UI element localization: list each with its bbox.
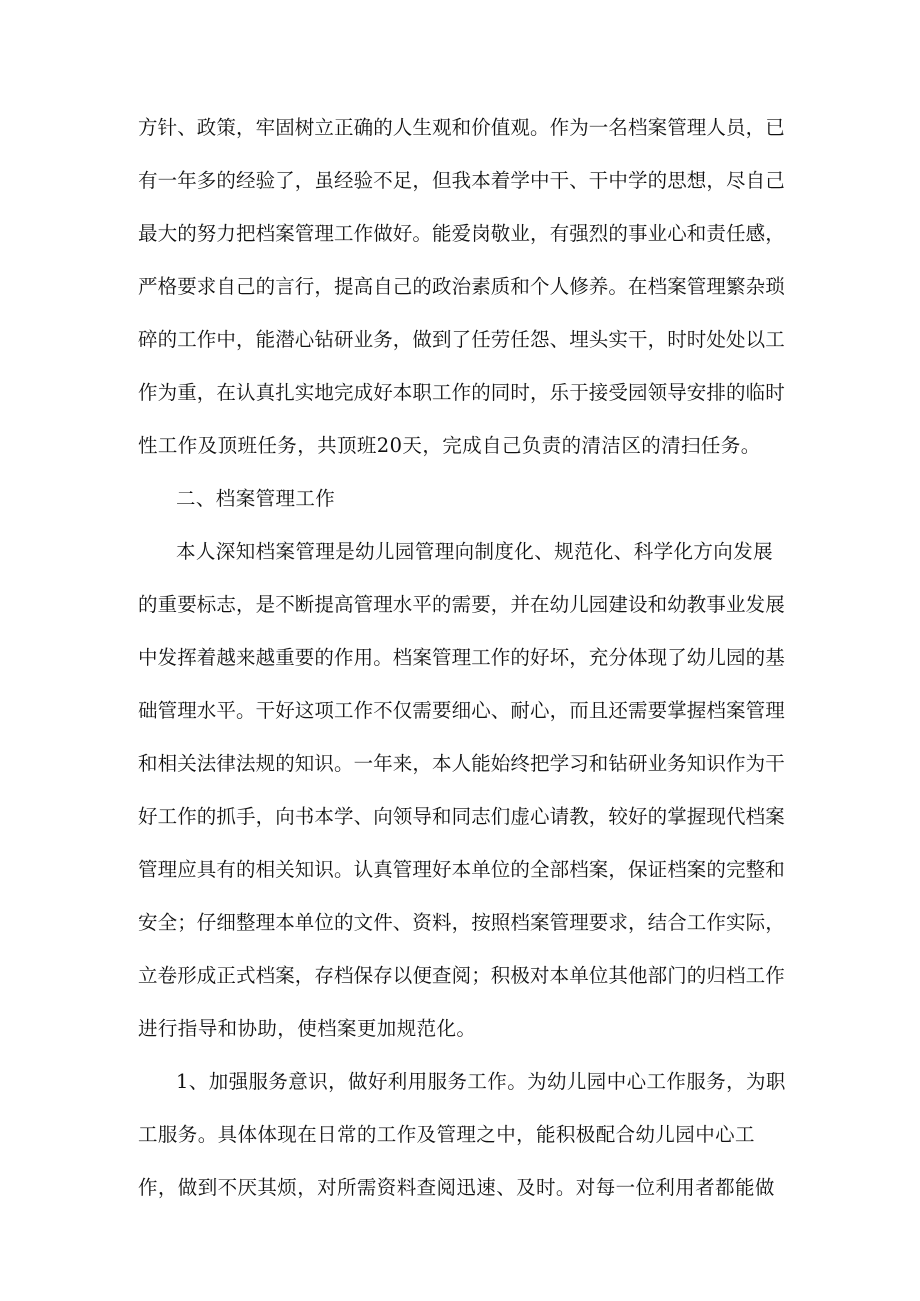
text-line: 作为重，在认真扎实地完成好本职工作的同时，乐于接受园领导安排的临时 (138, 381, 785, 404)
text-line: 本人深知档案管理是幼儿园管理向制度化、规范化、科学化方向发展 (176, 540, 774, 563)
text-line: 性工作及顶班任务，共顶班20天，完成自己负责的清洁区的清扫任务。 (138, 434, 761, 457)
text-line: 进行指导和协助，使档案更加规范化。 (138, 1017, 477, 1040)
text-line: 的重要标志，是不断提高管理水平的需要，并在幼儿园建设和幼教事业发展 (138, 593, 785, 616)
text-line: 作，做到不厌其烦，对所需资料查阅迅速、及时。对每一位利用者都能做 (138, 1176, 775, 1199)
text-line: 好工作的抓手，向书本学、向领导和同志们虚心请教，较好的掌握现代档案 (138, 805, 785, 828)
text-line: 安全；仔细整理本单位的文件、资料，按照档案管理要求，结合工作实际， (138, 911, 785, 934)
text-line: 最大的努力把档案管理工作做好。能爱岗敬业，有强烈的事业心和责任感， (138, 222, 785, 245)
section-heading: 二、档案管理工作 (176, 487, 336, 510)
text-line: 中发挥着越来越重要的作用。档案管理工作的好坏，充分体现了幼儿园的基 (138, 646, 785, 669)
text-line: 立卷形成正式档案，存档保存以便查阅；积极对本单位其他部门的归档工作 (138, 964, 785, 987)
text-line: 工服务。具体体现在日常的工作及管理之中，能积极配合幼儿园中心工 (138, 1123, 755, 1146)
text-line: 管理应具有的相关知识。认真管理好本单位的全部档案，保证档案的完整和 (138, 858, 785, 881)
text-line: 和相关法律法规的知识。一年来，本人能始终把学习和钻研业务知识作为干 (138, 752, 785, 775)
text-line: 1、加强服务意识，做好利用服务工作。为幼儿园中心工作服务，为职 (176, 1070, 786, 1093)
text-line: 碎的工作中，能潜心钻研业务，做到了任劳任怨、埋头实干，时时处处以工 (138, 328, 785, 351)
text-line: 础管理水平。干好这项工作不仅需要细心、耐心，而且还需要掌握档案管理 (138, 699, 785, 722)
text-line: 方针、政策，牢固树立正确的人生观和价值观。作为一名档案管理人员，已 (138, 116, 785, 139)
text-line: 严格要求自己的言行，提高自己的政治素质和个人修养。在档案管理繁杂琐 (138, 275, 785, 298)
text-line: 有一年多的经验了，虽经验不足，但我本着学中干、干中学的思想，尽自己 (138, 169, 785, 192)
